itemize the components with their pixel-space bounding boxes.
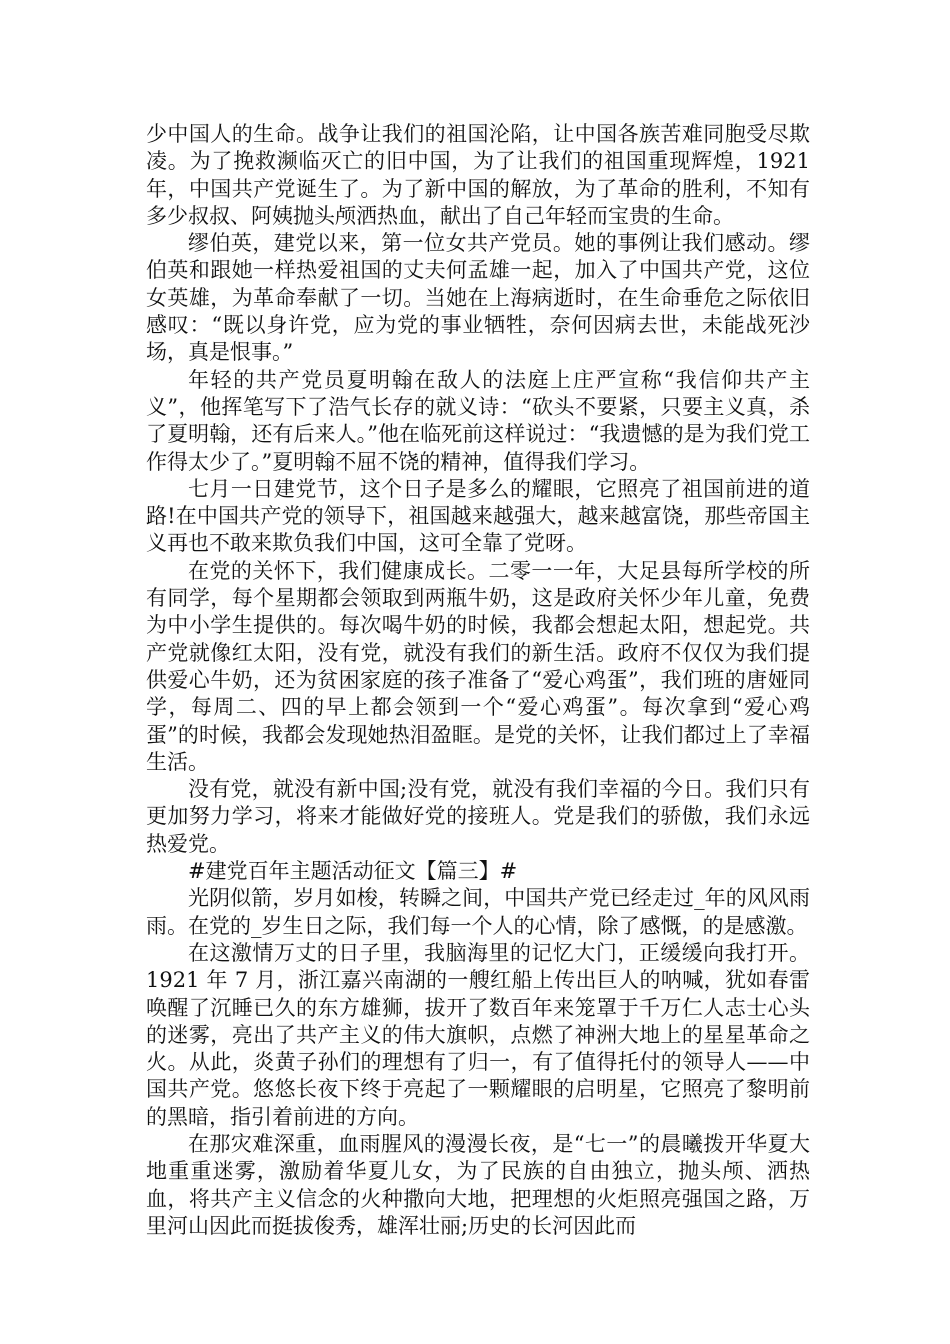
paragraph-1: 少中国人的生命。战争让我们的祖国沦陷，让中国各族苦难同胞受尽欺凌。为了挽救濒临灭亡的旧中国，为了让我们的祖国重现辉煌，1921 年，中国共产党诞生了。为了新中国的解放，为了革命的胜利，不知有多少叔叔、阿姨抛头颅洒热血，献出了自己年轻而宝贵的生命。 bbox=[146, 122, 810, 228]
paragraph-6: 没有党，就没有新中国;没有党，就没有我们幸福的今日。我们只有更加努力学习，将来才能做好党的接班人。党是我们的骄傲，我们永远热爱党。 bbox=[146, 777, 810, 856]
paragraph-4: 七月一日建党节，这个日子是多么的耀眼，它照亮了祖国前进的道路!在中国共产党的领导下，祖国越来越强大，越来越富饶，那些帝国主义再也不敢来欺负我们中国，这可全靠了党呀。 bbox=[146, 476, 810, 556]
paragraph-7: 光阴似箭，岁月如梭，转瞬之间，中国共产党已经走过_年的风风雨雨。在党的_岁生日之际，我们每一个人的心情，除了感慨，的是感激。 bbox=[146, 886, 810, 938]
paragraph-2: 缪伯英，建党以来，第一位女共产党员。她的事例让我们感动。缪伯英和跟她一样热爱祖国的丈夫何孟雄一起，加入了中国共产党，这位女英雄，为革命奉献了一切。当她在上海病逝时，在生命垂危之际依旧感叹：“既以身许党，应为党的事业牺牲，奈何因病去世，未能战死沙场，真是恨事。” bbox=[146, 231, 810, 365]
paragraph-9: 在那灾难深重，血雨腥风的漫漫长夜，是“七一”的晨曦拨开华夏大地重重迷雾，激励着华夏儿女，为了民族的自由独立，抛头颅、洒热血，将共产主义信念的火种撒向大地，把理想的火炬照亮强国之路，万里河山因此而挺拔俊秀，雄浑壮丽;历史的长河因此而 bbox=[146, 1131, 810, 1238]
section-heading: #建党百年主题活动征文【篇三】# bbox=[188, 859, 518, 884]
paragraph-3: 年轻的共产党员夏明翰在敌人的法庭上庄严宣称“我信仰共产主义”，他挥笔写下了浩气长存的就义诗：“砍头不要紧，只要主义真，杀了夏明翰，还有后来人。”他在临死前这样说过：“我遗憾的是为我们党工作得太少了。”夏明翰不屈不饶的精神，值得我们学习。 bbox=[146, 367, 810, 474]
document-body bbox=[146, 121, 810, 1240]
paragraph-8: 在这激情万丈的日子里，我脑海里的记忆大门，正缓缓向我打开。1921 年 7 月，浙江嘉兴南湖的一艘红船上传出巨人的呐喊，犹如春雷唤醒了沉睡已久的东方雄狮，拔开了数百年来笼罩于千万仁人志士心头的迷雾，亮出了共产主义的伟大旗帜，点燃了神洲大地上的星星革命之火。从此，炎黄子孙们的理想有了归一，有了值得托付的领导人——中国共产党。悠悠长夜下终于亮起了一颗耀眼的启明星，它照亮了黎明前的黑暗，指引着前进的方向。 bbox=[146, 940, 810, 1129]
paragraph-5: 在党的关怀下，我们健康成长。二零一一年，大足县每所学校的所有同学，每个星期都会领取到两瓶牛奶，这是政府关怀少年儿童，免费为中小学生提供的。每次喝牛奶的时候，我都会想起太阳，想起党。共产党就像红太阳，没有党，就没有我们的新生活。政府不仅仅为我们提供爱心牛奶，还为贫困家庭的孩子准备了“爱心鸡蛋”，我们班的唐娅同学，每周二、四的早上都会领到一个“爱心鸡蛋”。每次拿到“爱心鸡蛋”的时候，我都会发现她热泪盈眶。是党的关怀，让我们都过上了幸福生活。 bbox=[146, 558, 810, 774]
